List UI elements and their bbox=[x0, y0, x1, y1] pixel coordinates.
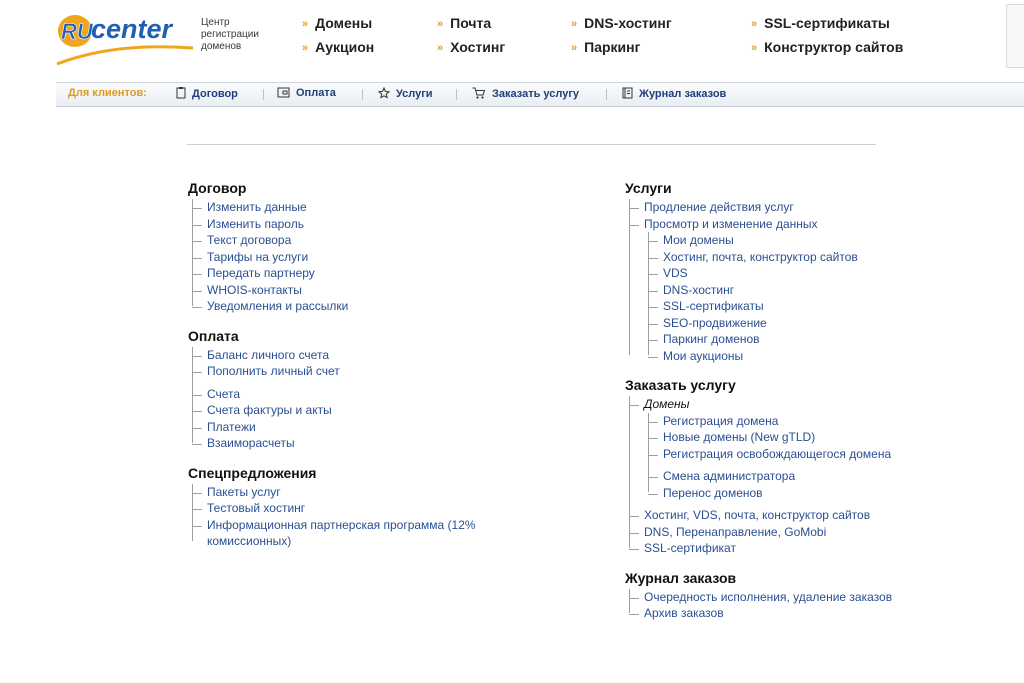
domains-category-label: Домены bbox=[644, 397, 690, 411]
list-item bbox=[629, 540, 955, 557]
divider bbox=[456, 89, 457, 100]
payments-link[interactable]: Платежи bbox=[207, 419, 256, 434]
section-title: Оплата bbox=[188, 327, 239, 344]
renew-services-link[interactable]: Продление действия услуг bbox=[644, 200, 794, 214]
nav-domains[interactable]: » Домены bbox=[302, 15, 373, 31]
right-column bbox=[625, 180, 955, 635]
list-item bbox=[192, 419, 518, 436]
list-item bbox=[192, 232, 518, 249]
bullet-icon: » bbox=[437, 42, 444, 54]
client-contract-link[interactable]: Договор bbox=[176, 87, 238, 100]
change-admin-link[interactable]: Смена администратора bbox=[663, 469, 796, 483]
new-gtld-link[interactable]: Новые домены (New gTLD) bbox=[663, 430, 816, 444]
list-item bbox=[192, 363, 518, 380]
bullet-icon: » bbox=[437, 18, 444, 30]
client-journal-link[interactable]: Журнал заказов bbox=[622, 87, 726, 100]
contract-icon bbox=[176, 87, 186, 99]
list-item bbox=[648, 232, 955, 249]
order-archive-link[interactable]: Архив заказов bbox=[644, 606, 724, 620]
list-item bbox=[648, 298, 955, 315]
nav-site-builder[interactable]: » Конструктор сайтов bbox=[751, 39, 904, 55]
section-order-service bbox=[625, 377, 955, 557]
transfer-domains-link[interactable]: Перенос доменов bbox=[663, 485, 763, 500]
journal-icon bbox=[622, 87, 633, 99]
list-item bbox=[192, 435, 518, 452]
bullet-icon: » bbox=[751, 42, 758, 54]
client-payment-link[interactable]: Оплата bbox=[277, 87, 336, 99]
list-item bbox=[648, 348, 955, 365]
section-services bbox=[625, 180, 955, 364]
journal-links bbox=[629, 589, 955, 622]
section-title: Заказать услугу bbox=[625, 377, 736, 393]
edit-data-link[interactable]: Изменить данные bbox=[207, 200, 307, 214]
dns-hosting-link[interactable]: DNS-хостинг bbox=[663, 282, 735, 297]
transfer-partner-link[interactable]: Передать партнеру bbox=[207, 266, 315, 280]
section-order-journal bbox=[625, 570, 955, 622]
section-title: Журнал заказов bbox=[625, 569, 737, 586]
partner-program-link[interactable]: Информационная партнерская программа (12% комиссионных) bbox=[207, 517, 476, 548]
nav-ssl[interactable]: » SSL-сертификаты bbox=[751, 15, 890, 31]
whois-contacts-link[interactable]: WHOIS-контакты bbox=[207, 282, 302, 297]
bullet-icon: » bbox=[571, 18, 578, 30]
order-domain-sublinks bbox=[648, 413, 955, 502]
list-item bbox=[192, 199, 518, 216]
notifications-link[interactable]: Уведомления и рассылки bbox=[207, 299, 349, 313]
client-bar-label: Для клиентов: bbox=[68, 87, 147, 99]
client-services-link[interactable]: Услуги bbox=[378, 87, 433, 100]
services-sublinks bbox=[648, 232, 955, 364]
star-icon bbox=[378, 87, 390, 99]
client-bar bbox=[56, 82, 1024, 107]
register-domain-link[interactable]: Регистрация домена bbox=[663, 413, 779, 428]
list-item bbox=[192, 249, 518, 266]
rucenter-logo[interactable] bbox=[55, 8, 197, 70]
list-item bbox=[648, 265, 955, 282]
list-item bbox=[192, 517, 507, 550]
nav-dns-hosting[interactable]: » DNS-хостинг bbox=[571, 15, 672, 31]
list-item bbox=[648, 468, 955, 485]
settlements-link[interactable]: Взаиморасчеты bbox=[207, 436, 295, 450]
list-item bbox=[648, 282, 955, 299]
list-item bbox=[192, 484, 518, 501]
list-item bbox=[192, 347, 518, 364]
bullet-icon: » bbox=[571, 42, 578, 54]
vds-link[interactable]: VDS bbox=[663, 266, 688, 280]
invoices-link[interactable]: Счета bbox=[207, 386, 241, 401]
list-item bbox=[629, 507, 955, 524]
list-item bbox=[629, 524, 955, 541]
cart-icon bbox=[472, 87, 486, 99]
list-item bbox=[192, 386, 518, 403]
seo-link[interactable]: SEO-продвижение bbox=[663, 315, 767, 330]
balance-link[interactable]: Баланс личного счета bbox=[207, 347, 329, 362]
list-item bbox=[629, 605, 955, 622]
list-item bbox=[629, 199, 955, 216]
list-item bbox=[629, 216, 955, 365]
special-links bbox=[192, 484, 518, 550]
section-title: Услуги bbox=[625, 180, 672, 196]
list-item bbox=[192, 500, 518, 517]
divider bbox=[263, 89, 264, 100]
divider bbox=[606, 89, 607, 100]
section-title: Договор bbox=[188, 180, 247, 196]
payment-links bbox=[192, 347, 518, 452]
change-password-link[interactable]: Изменить пароль bbox=[207, 216, 304, 231]
corner-banner[interactable] bbox=[1006, 4, 1024, 68]
list-item bbox=[192, 216, 518, 233]
divider-line bbox=[187, 144, 876, 145]
list-item bbox=[648, 413, 955, 430]
payment-icon bbox=[277, 87, 290, 98]
service-packages-link[interactable]: Пакеты услуг bbox=[207, 484, 281, 499]
contract-text-link[interactable]: Текст договора bbox=[207, 233, 292, 247]
hosting-mail-link[interactable]: Хостинг, почта, конструктор сайтов bbox=[663, 249, 858, 264]
order-hosting-link[interactable]: Хостинг, VDS, почта, конструктор сайтов bbox=[644, 508, 871, 522]
contract-links bbox=[192, 199, 518, 315]
my-domains-link[interactable]: Мои домены bbox=[663, 233, 734, 247]
section-title: Спецпредложения bbox=[188, 464, 317, 481]
list-item bbox=[648, 249, 955, 266]
nav-mail[interactable]: » Почта bbox=[437, 15, 492, 31]
list-item bbox=[192, 402, 518, 419]
order-links bbox=[629, 396, 955, 557]
logo-center-text: center bbox=[91, 14, 173, 44]
list-item bbox=[648, 446, 955, 463]
list-item bbox=[629, 396, 955, 501]
list-item bbox=[648, 315, 955, 332]
top-up-link[interactable]: Пополнить личный счет bbox=[207, 364, 340, 378]
bullet-icon: » bbox=[302, 42, 309, 54]
logo-ru-text: RU bbox=[61, 19, 93, 44]
bullet-icon: » bbox=[302, 18, 309, 30]
left-column bbox=[188, 180, 518, 563]
client-order-link[interactable]: Заказать услугу bbox=[472, 87, 579, 100]
list-item bbox=[648, 331, 955, 348]
my-auctions-link[interactable]: Мои аукционы bbox=[663, 348, 744, 363]
list-item bbox=[192, 282, 518, 299]
divider bbox=[362, 89, 363, 100]
view-edit-data-link[interactable]: Просмотр и изменение данных bbox=[644, 216, 818, 231]
domain-parking-link[interactable]: Паркинг доменов bbox=[663, 332, 760, 346]
logo-subtitle: Центр регистрации доменов bbox=[201, 17, 259, 52]
ssl-certs-link[interactable]: SSL-сертификаты bbox=[663, 299, 764, 313]
test-hosting-link[interactable]: Тестовый хостинг bbox=[207, 501, 306, 515]
section-contract bbox=[188, 180, 518, 315]
list-item bbox=[192, 298, 518, 315]
nav-hosting[interactable]: » Хостинг bbox=[437, 39, 506, 55]
order-queue-link[interactable]: Очередность исполнения, удаление заказов bbox=[644, 589, 893, 604]
bullet-icon: » bbox=[751, 18, 758, 30]
order-dns-link[interactable]: DNS, Перенаправление, GoMobi bbox=[644, 524, 827, 539]
acts-link[interactable]: Счета фактуры и акты bbox=[207, 403, 332, 417]
section-special-offers bbox=[188, 465, 518, 550]
list-item bbox=[648, 429, 955, 446]
section-payment bbox=[188, 328, 518, 452]
nav-parking[interactable]: » Паркинг bbox=[571, 39, 641, 55]
nav-auction[interactable]: » Аукцион bbox=[302, 39, 375, 55]
tariffs-link[interactable]: Тарифы на услуги bbox=[207, 249, 309, 264]
list-item bbox=[192, 265, 518, 282]
services-links bbox=[629, 199, 955, 364]
list-item bbox=[648, 485, 955, 502]
expiring-domain-link[interactable]: Регистрация освобождающегося домена bbox=[663, 446, 892, 461]
list-item bbox=[629, 589, 955, 606]
order-ssl-link[interactable]: SSL-сертификат bbox=[644, 541, 736, 555]
